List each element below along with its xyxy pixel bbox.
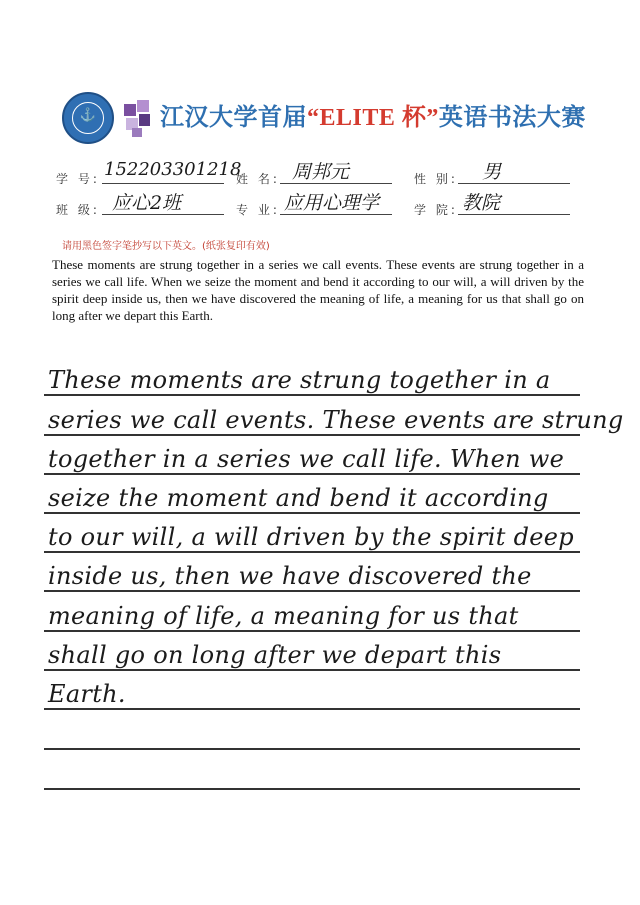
prompt-passage: These moments are strung together in a series we call events. These events are strung together in a series we call life. When we seize the moment and bend it according to our will, a will driven by the spirit deep inside us, then we have discovered the meaning of life, a meaning for us that shall go on long after we depart this Earth.: [52, 257, 584, 323]
handwriting-line: [44, 716, 580, 750]
handwriting-line: [44, 480, 580, 514]
handwriting-line: [44, 441, 580, 475]
title-prefix: 江汉大学首届: [160, 103, 307, 131]
gender-label: 性 别:: [414, 172, 458, 186]
handwriting-line: [44, 402, 624, 436]
title-accent: “ELITE 杯”: [307, 105, 439, 131]
name-underline: [280, 183, 392, 184]
name-value: 周邦元: [292, 161, 350, 183]
college-underline: [458, 214, 570, 215]
college-label: 学 院:: [414, 203, 458, 217]
handwriting-line: [44, 558, 580, 592]
handwriting-text: to our will, a will driven by the spirit deep: [48, 523, 574, 551]
gender-underline: [458, 183, 570, 184]
instruction-text: 请用黑色签字笔抄写以下英文。(纸张复印有效): [62, 241, 270, 252]
major-value: 应用心理学: [284, 192, 380, 214]
handwriting-text: These moments are strung together in a: [48, 366, 551, 394]
handwriting-text: series we call events. These events are strung: [48, 406, 624, 434]
handwriting-text: meaning of life, a meaning for us that: [48, 602, 519, 630]
handwriting-text: Earth.: [48, 680, 126, 708]
name-label: 姓 名:: [236, 172, 280, 186]
college-value: 教院: [462, 192, 501, 214]
handwriting-text: seize the moment and bend it according: [48, 484, 549, 512]
handwriting-text: together in a series we call life. When we: [48, 445, 565, 473]
gender-value: 男: [482, 161, 502, 183]
handwriting-line: [44, 676, 580, 710]
handwriting-line: [44, 637, 580, 671]
title-suffix: 英语书法大赛: [438, 103, 586, 131]
class-label: 班 级:: [56, 203, 100, 217]
handwriting-line: [44, 756, 580, 790]
major-label: 专 业:: [236, 203, 280, 217]
handwriting-text: inside us, then we have discovered the: [48, 562, 532, 590]
contest-title: [160, 97, 586, 133]
university-seal-icon: ⚓: [62, 92, 114, 144]
student-id-value: 152203301218: [104, 159, 242, 180]
puzzle-mark-icon: [122, 98, 152, 138]
student-id-underline: [102, 183, 224, 184]
class-value: 应心2班: [112, 192, 182, 214]
class-underline: [102, 214, 224, 215]
student-id-label: 学 号:: [56, 172, 100, 186]
major-underline: [280, 214, 392, 215]
handwriting-text: shall go on long after we depart this: [48, 641, 502, 669]
handwriting-line: [44, 362, 580, 396]
handwriting-line: [44, 598, 580, 632]
handwriting-line: [44, 519, 580, 553]
